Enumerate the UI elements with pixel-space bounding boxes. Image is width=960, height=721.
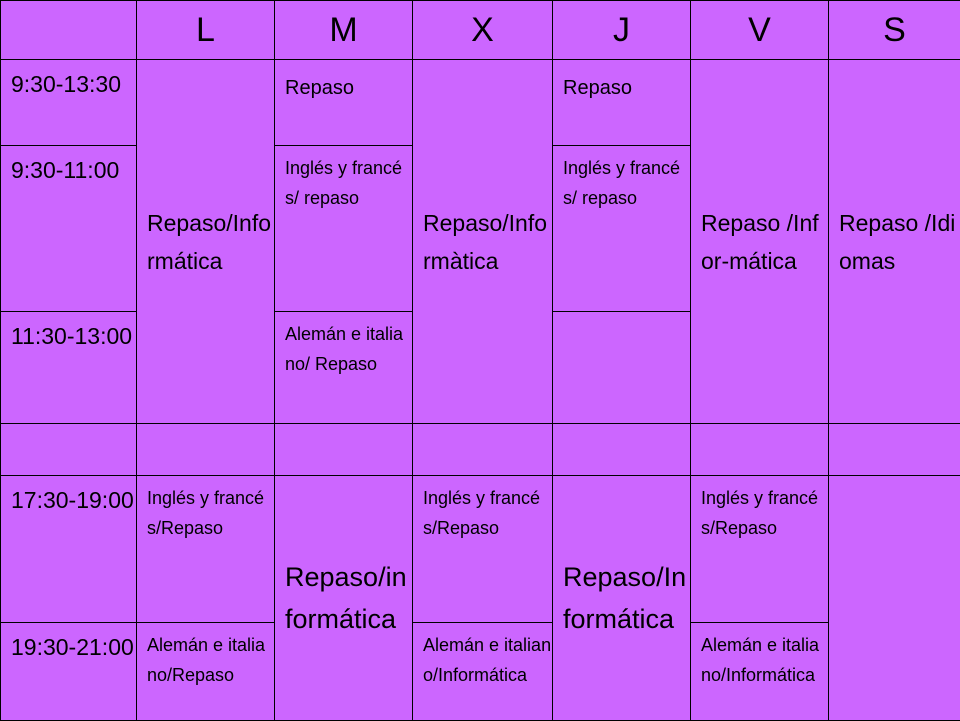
- empty-cell: [275, 424, 413, 476]
- empty-cell: [691, 424, 829, 476]
- empty-cell: [553, 312, 691, 424]
- time-cell: 17:30-19:00: [1, 476, 137, 623]
- empty-cell: [829, 424, 960, 476]
- schedule-cell: Repaso: [275, 60, 413, 146]
- day-header-l: L: [137, 1, 275, 60]
- empty-cell: [137, 424, 275, 476]
- schedule-cell: Inglés y francés/ repaso: [553, 146, 691, 312]
- empty-cell: [829, 476, 960, 721]
- time-cell: 9:30-13:30: [1, 60, 137, 146]
- table-row: [1, 60, 960, 146]
- schedule-cell: Alemán e italiano/Repaso: [137, 623, 275, 721]
- spacer-row: [1, 424, 960, 476]
- schedule-cell: Inglés y francés/ repaso: [275, 146, 413, 312]
- time-cell: 19:30-21:00: [1, 623, 137, 721]
- schedule-cell: Repaso /Idiomas: [829, 60, 960, 424]
- schedule-cell: Repaso/Informática: [553, 476, 691, 721]
- schedule-cell: Alemán e italiano/Informática: [691, 623, 829, 721]
- schedule-cell: Repaso/informática: [275, 476, 413, 721]
- schedule-cell: Repaso /Infor-mática: [691, 60, 829, 424]
- header-row: [1, 1, 960, 60]
- empty-cell: [1, 424, 137, 476]
- day-header-m: M: [275, 1, 413, 60]
- corner-cell: [1, 1, 137, 60]
- table-row: [1, 623, 960, 721]
- schedule-cell: Inglés y francés/Repaso: [691, 476, 829, 623]
- time-cell: 9:30-11:00: [1, 146, 137, 312]
- day-header-x: X: [413, 1, 553, 60]
- schedule-cell: Repaso/Informática: [137, 60, 275, 424]
- schedule-cell: Alemán e italiano/ Repaso: [275, 312, 413, 424]
- day-header-v: V: [691, 1, 829, 60]
- schedule-cell: Repaso/Informàtica: [413, 60, 553, 424]
- empty-cell: [413, 424, 553, 476]
- schedule-cell: Inglés y francés/Repaso: [137, 476, 275, 623]
- empty-cell: [553, 424, 691, 476]
- schedule-cell: Alemán e italiano/Informática: [413, 623, 553, 721]
- schedule-cell: Repaso: [553, 60, 691, 146]
- time-cell: 11:30-13:00: [1, 312, 137, 424]
- schedule-cell: Inglés y francés/Repaso: [413, 476, 553, 623]
- day-header-j: J: [553, 1, 691, 60]
- table-row: [1, 476, 960, 623]
- day-header-s: S: [829, 1, 960, 60]
